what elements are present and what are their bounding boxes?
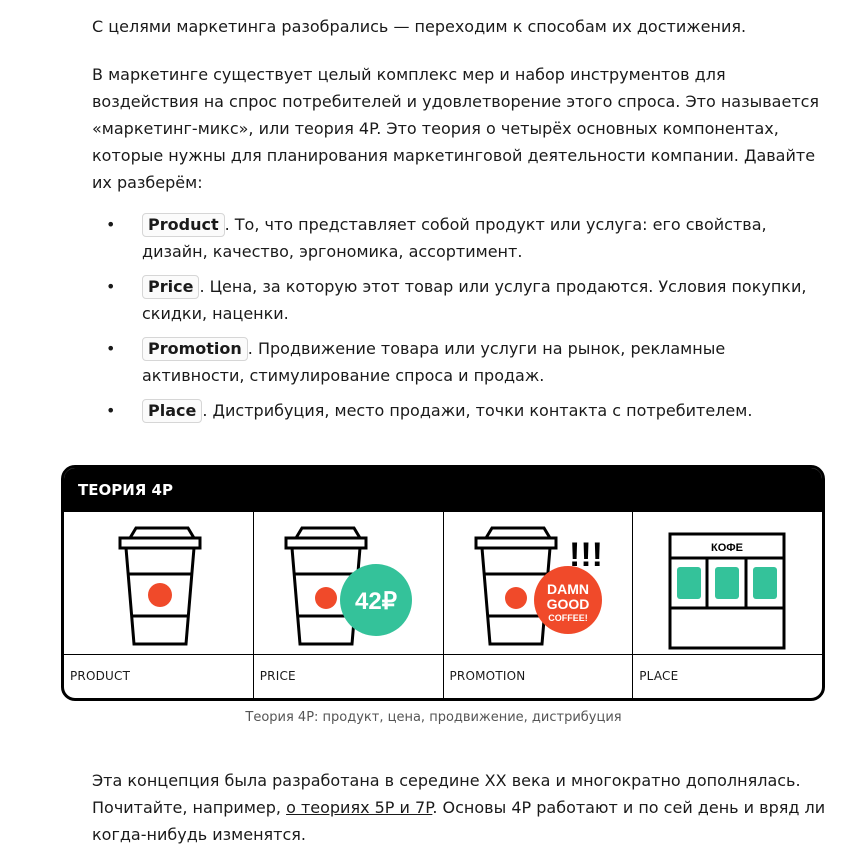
promo-badge-line3: COFFEE!: [547, 613, 588, 623]
bullet-icon: •: [106, 401, 116, 420]
term-product: Product: [142, 213, 225, 237]
coffee-cup-price-icon: [254, 512, 444, 654]
coffee-shop-icon: [633, 512, 823, 654]
figure-panel-price: [254, 512, 444, 698]
coffee-cup-icon: [64, 512, 254, 654]
four-p-list: [92, 211, 832, 424]
list-item: [92, 273, 832, 327]
promo-badge-line1: DAMN: [546, 581, 589, 597]
bullet-icon: •: [106, 215, 116, 234]
four-p-figure: [61, 465, 825, 701]
bullet-icon: •: [106, 339, 116, 358]
label-promotion: PROMOTION: [449, 669, 526, 683]
item-text: . То, что представляет собой продукт или услуга: его свойства, дизайн, качество, эргономика, ассортимент.: [142, 215, 767, 261]
price-badge-text: 42₽: [354, 588, 397, 615]
intro-paragraph: С целями маркетинга разобрались — переходим к способам их достижения.: [92, 17, 747, 36]
list-item: [92, 335, 832, 389]
term-promotion: Promotion: [142, 337, 248, 361]
label-place: PLACE: [639, 669, 679, 683]
coffee-cup-promotion-icon: [444, 512, 634, 654]
shop-sign: КОФЕ: [711, 542, 744, 554]
exclamation-marks: !!!: [568, 536, 603, 574]
promo-badge-line2: GOOD: [546, 596, 589, 612]
outro-text-before: Эта концепция была разработана в середине XX века и многократно дополнялась. Почитайте, например,: [92, 771, 801, 817]
figure-panel-promotion: [444, 512, 634, 698]
term-place: Place: [142, 399, 202, 423]
theories-5p-7p-link[interactable]: о теориях 5P и 7P: [286, 798, 433, 817]
figure-panel-product: [64, 512, 254, 698]
label-product: PRODUCT: [70, 669, 131, 683]
label-price: PRICE: [259, 669, 296, 683]
figure-panel-place: [633, 512, 822, 698]
item-text: . Дистрибуция, место продажи, точки контакта с потребителем.: [202, 401, 753, 420]
list-item: [92, 397, 832, 424]
outro-paragraph: [92, 767, 832, 848]
item-text: . Продвижение товара или услуги на рынок, рекламные активности, стимулирование спроса и продаж.: [142, 339, 726, 385]
figure-title: ТЕОРИЯ 4P: [64, 468, 822, 512]
item-text: . Цена, за которую этот товар или услуга продаются. Условия покупки, скидки, наценки.: [142, 277, 807, 323]
figure-caption: Теория 4P: продукт, цена, продвижение, дистрибуция: [245, 710, 622, 725]
list-item: [92, 211, 832, 265]
outro-text-after: . Основы 4P работают и по сей день и вряд ли когда-нибудь изменятся.: [92, 798, 826, 844]
bullet-icon: •: [106, 277, 116, 296]
term-price: Price: [142, 275, 199, 299]
marketing-mix-paragraph: В маркетинге существует целый комплекс мер и набор инструментов для воздействия на спрос потребителей и удовлетворение этого спроса. Это называется «маркетинг-микс», или теория 4P. Это теория о четырёх основных компонентах, которые нужны для планирования маркетинговой деятельности компании. Давайте их разберём:: [92, 65, 820, 192]
